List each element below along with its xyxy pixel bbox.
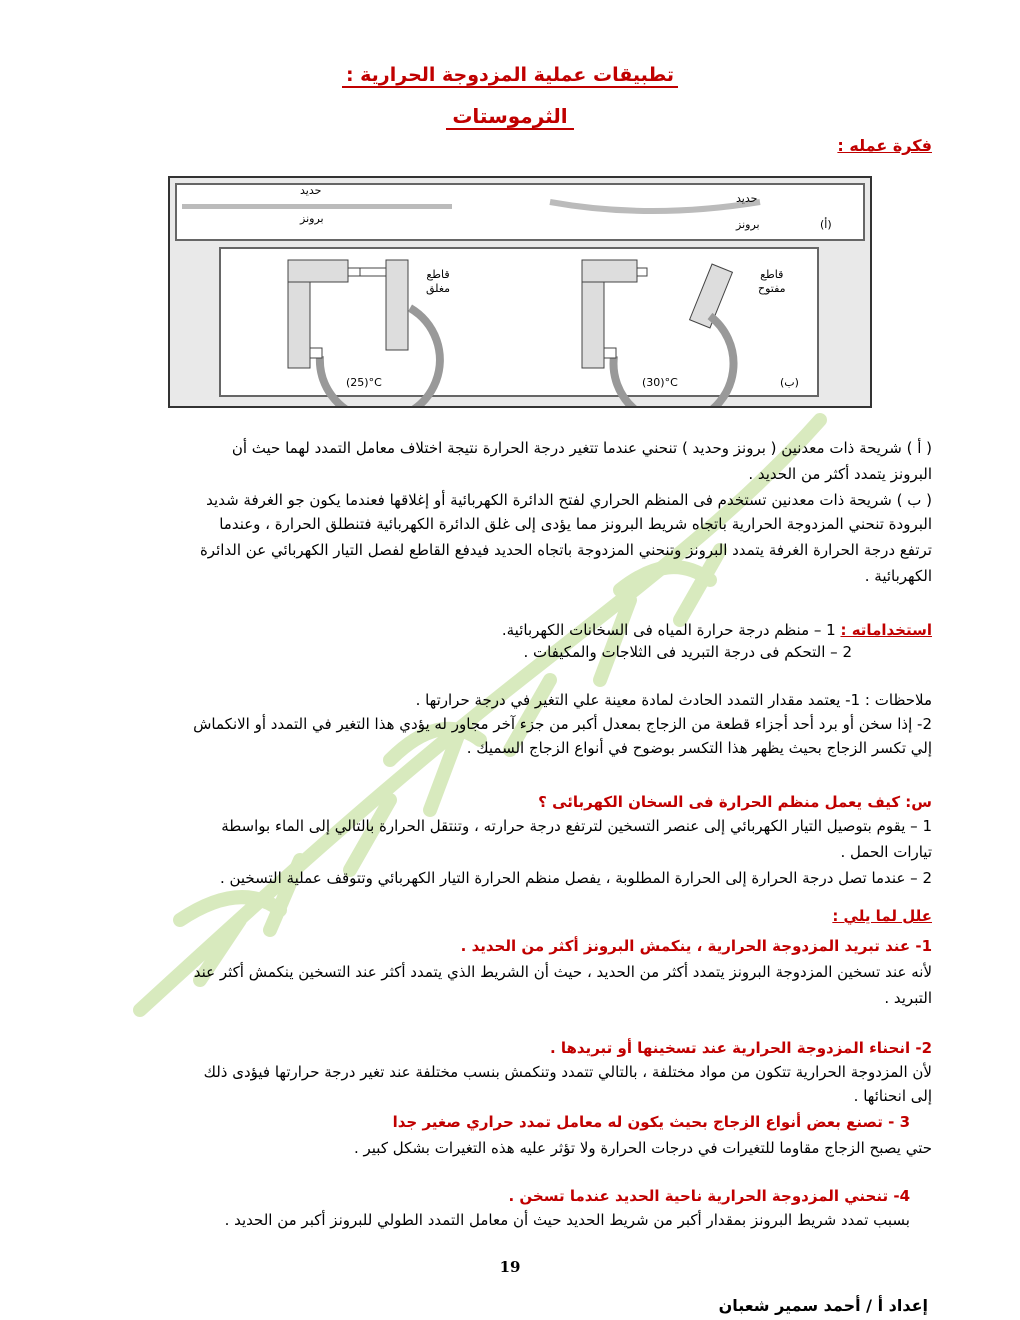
question-heading: س: كيف يعمل منظم الحرارة فى السخان الكهربائى ؟ — [538, 793, 932, 811]
explanation-a-line2: البرونز يتمدد أكثر من الحديد . — [748, 465, 932, 483]
idea-heading: فكرة عمله : — [837, 136, 932, 155]
explain-a1-line2: التبريد . — [884, 989, 932, 1007]
temp-right-label: (30)°C — [642, 376, 678, 389]
explanation-b-line1: ( ب ) شريحة ذات معدنين تستخدم فى المنظم الحراري لفتح الدائرة الكهربائية أو إغلاقها فعندما يكون جو الغرفة شديد — [206, 491, 932, 509]
explain-a4: بسبب تمدد شريط البرونز بمقدار أكبر من شريط الحديد حيث أن معامل التمدد الطولي للبرونز أكبر من الحديد . — [224, 1211, 910, 1229]
explanation-b-line2: البرودة تنحني المزدوجة الحرارية باتجاه شريط البرونز مما يؤدى إلى غلق الدائرة الكهربائية فتنطلق الحرارة ، وعندما — [219, 515, 932, 533]
answer-1-line1: 1 – يقوم بتوصيل التيار الكهربائي إلى عنصر التسخين لترتفع درجة حرارته ، وتنتقل الحرارة بالتالي إلى الماء بواسطة — [221, 817, 932, 835]
explanation-b-line4: الكهربائية . — [864, 567, 932, 585]
temp-left-label: (25)°C — [346, 376, 382, 389]
explain-q2: 2- انحناء المزدوجة الحرارية عند تسخينها أو تبريدها . — [549, 1039, 932, 1057]
explain-a1-line1: لأنه عند تسخين المزدوجة البرونز يتمدد أكثر من الحديد ، حيث أن الشريط الذي يتمدد أكثر عند التسخين ينكمش أكثر عند — [193, 963, 932, 981]
explain-q3: 3 - تصنع بعض أنواع الزجاج بحيث يكون له معامل تمدد حراري صغير جدا — [392, 1113, 910, 1131]
page-subtitle: الثرموستات — [0, 104, 1020, 128]
explain-a2-line1: لأن المزدوجة الحرارية تتكون من مواد مختلفة ، بالتالي تتمدد وتنكمش بنسب مختلفة عند تغير درجة حرارتها فيؤدى ذلك — [203, 1063, 932, 1081]
explain-heading: علل لما يلي : — [832, 907, 932, 925]
thermostat-figure — [168, 176, 872, 408]
uses-item-2: 2 – التحكم فى درجة التبريد فى الثلاجات والمكيفات . — [523, 643, 852, 661]
answer-2: 2 – عندما تصل درجة الحرارة إلى الحرارة المطلوبة ، يفصل منظم الحرارة التيار الكهربائي وتتوقف عملية التسخين . — [219, 869, 932, 887]
notes-line1: ملاحظات : 1- يعتمد مقدار التمدد الحادث لمادة معينة علي التغير في درجة حرارتها . — [415, 691, 932, 709]
notes-line2: 2- إذا سخن أو برد أحد أجزاء قطعة من الزجاج بمعدل أكبر من جزء آخر مجاور له يؤدي هذا التغير في التمدد أو الانكماش — [193, 715, 932, 733]
explain-a3: حتي يصبح الزجاج مقاوما للتغيرات في درجات الحرارة ولا تؤثر عليه هذه التغيرات بشكل كبير . — [353, 1139, 932, 1157]
explain-a2-line2: إلى انحنائها . — [853, 1087, 932, 1105]
bar-label-bronze-right: برونز — [736, 218, 760, 231]
page-number: 19 — [499, 1258, 521, 1276]
explain-q4: 4- تنحني المزدوجة الحرارية ناحية الحديد عندما تسخن . — [508, 1187, 910, 1205]
bar-label-iron-right: حديد — [736, 192, 758, 205]
uses-item-1: 1 – منظم درجة حرارة المياه فى السخانات الكهربائية. — [501, 621, 836, 639]
answer-1-line2: تيارات الحمل . — [840, 843, 932, 861]
switch-closed-label: قاطع مغلق — [426, 268, 451, 295]
panel-a-label: (أ) — [820, 218, 832, 231]
bar-label-iron-left: حديد — [300, 184, 322, 197]
switch-open-label: قاطع مفتوح — [758, 268, 786, 295]
bar-label-bronze-left: برونز — [300, 212, 324, 225]
uses-heading: استخداماته : — [840, 621, 932, 639]
notes-line3: إلي تكسر الزجاج بحيث يظهر هذا التكسر بوضوح في أنواع الزجاج السميك . — [466, 739, 932, 757]
explain-q1: 1- عند تبريد المزدوجة الحرارية ، ينكمش البرونز أكثر من الحديد . — [460, 937, 932, 955]
explanation-b-line3: ترتفع درجة الحرارة الغرفة يتمدد البرونز وتنحني المزدوجة باتجاه الحديد فيدفع القاطع لفصل التيار الكهربائي عن الدائرة — [199, 541, 932, 559]
page-title: تطبيقات عملية المزدوجة الحرارية : — [0, 64, 1020, 86]
explanation-a-line1: ( أ ) شريحة ذات معدنين ( برونز وحديد ) تنحني عندما تتغير درجة الحرارة نتيجة اختلاف معامل التمدد لهما حيث أن — [231, 439, 932, 457]
panel-b-label: (ب) — [780, 376, 799, 389]
author-credit: إعداد أ / أحمد سمير شعبان — [718, 1296, 928, 1315]
uses-line1 — [502, 618, 932, 642]
